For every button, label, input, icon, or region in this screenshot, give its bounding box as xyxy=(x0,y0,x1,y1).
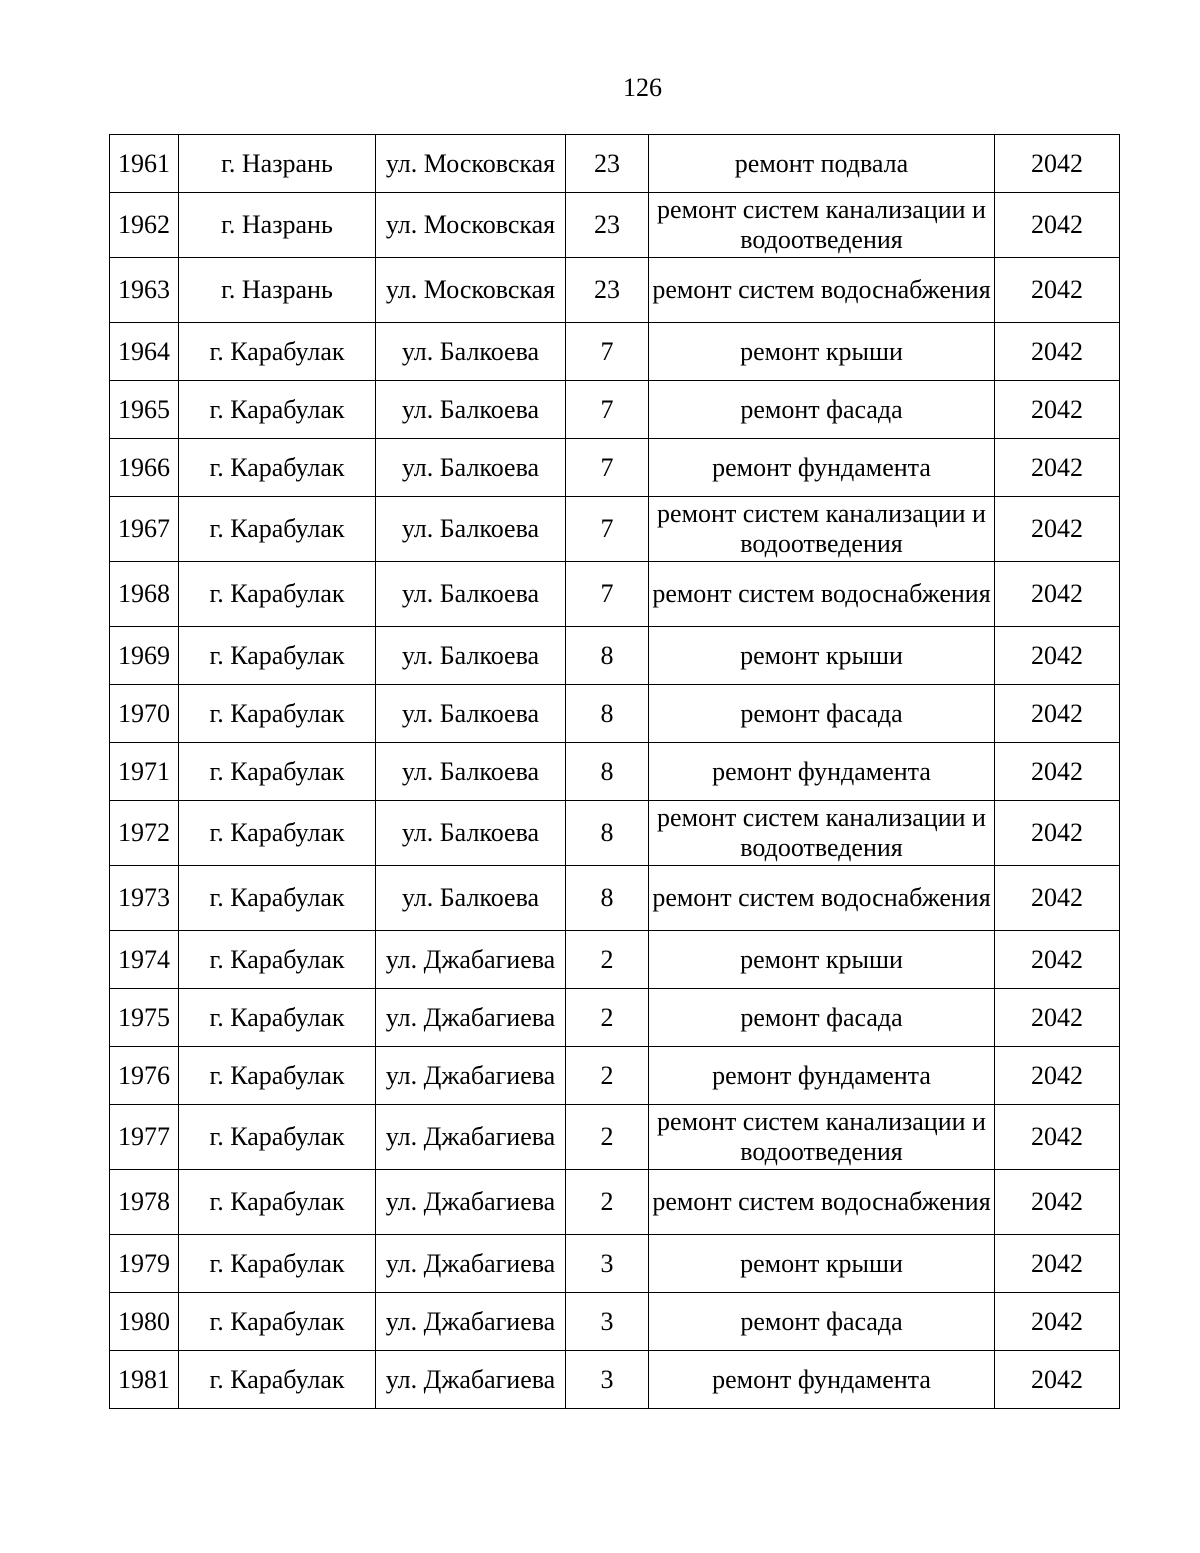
row-number-cell: 1969 xyxy=(110,627,179,685)
work-type-cell: ремонт фундамента xyxy=(649,439,995,497)
city-cell: г. Карабулак xyxy=(179,1293,376,1351)
street-cell: ул. Балкоева xyxy=(376,627,566,685)
row-number-cell: 1971 xyxy=(110,743,179,801)
year-cell: 2042 xyxy=(995,497,1120,562)
row-number-cell: 1975 xyxy=(110,989,179,1047)
table-row xyxy=(110,323,1120,381)
city-cell: г. Назрань xyxy=(179,135,376,193)
row-number-cell: 1973 xyxy=(110,866,179,931)
year-cell: 2042 xyxy=(995,1293,1120,1351)
row-number-cell: 1962 xyxy=(110,193,179,258)
work-type-cell: ремонт фундамента xyxy=(649,1351,995,1409)
table-row xyxy=(110,258,1120,323)
street-cell: ул. Джабагиева xyxy=(376,931,566,989)
work-type-cell: ремонт фасада xyxy=(649,381,995,439)
year-cell: 2042 xyxy=(995,627,1120,685)
year-cell: 2042 xyxy=(995,931,1120,989)
row-number-cell: 1976 xyxy=(110,1047,179,1105)
table-row xyxy=(110,1235,1120,1293)
city-cell: г. Карабулак xyxy=(179,685,376,743)
street-cell: ул. Джабагиева xyxy=(376,1293,566,1351)
year-cell: 2042 xyxy=(995,1105,1120,1170)
work-type-cell: ремонт систем канализации и водоотведения xyxy=(649,801,995,866)
row-number-cell: 1964 xyxy=(110,323,179,381)
street-cell: ул. Балкоева xyxy=(376,743,566,801)
city-cell: г. Карабулак xyxy=(179,1105,376,1170)
table-row xyxy=(110,1105,1120,1170)
work-type-cell: ремонт фасада xyxy=(649,989,995,1047)
house-number-cell: 3 xyxy=(566,1293,649,1351)
street-cell: ул. Джабагиева xyxy=(376,1105,566,1170)
table-row xyxy=(110,1170,1120,1235)
city-cell: г. Карабулак xyxy=(179,743,376,801)
city-cell: г. Карабулак xyxy=(179,439,376,497)
row-number-cell: 1970 xyxy=(110,685,179,743)
row-number-cell: 1981 xyxy=(110,1351,179,1409)
work-type-cell: ремонт фасада xyxy=(649,1293,995,1351)
house-number-cell: 2 xyxy=(566,1105,649,1170)
city-cell: г. Назрань xyxy=(179,258,376,323)
street-cell: ул. Балкоева xyxy=(376,381,566,439)
work-type-cell: ремонт фундамента xyxy=(649,743,995,801)
street-cell: ул. Балкоева xyxy=(376,562,566,627)
year-cell: 2042 xyxy=(995,1047,1120,1105)
work-type-cell: ремонт подвала xyxy=(649,135,995,193)
street-cell: ул. Балкоева xyxy=(376,439,566,497)
page-number: 126 xyxy=(623,73,662,102)
row-number-cell: 1980 xyxy=(110,1293,179,1351)
street-cell: ул. Джабагиева xyxy=(376,1047,566,1105)
house-number-cell: 3 xyxy=(566,1235,649,1293)
table-row xyxy=(110,1351,1120,1409)
year-cell: 2042 xyxy=(995,562,1120,627)
row-number-cell: 1972 xyxy=(110,801,179,866)
row-number-cell: 1967 xyxy=(110,497,179,562)
city-cell: г. Карабулак xyxy=(179,562,376,627)
house-number-cell: 23 xyxy=(566,258,649,323)
year-cell: 2042 xyxy=(995,439,1120,497)
street-cell: ул. Джабагиева xyxy=(376,1235,566,1293)
work-type-cell: ремонт крыши xyxy=(649,627,995,685)
house-number-cell: 8 xyxy=(566,743,649,801)
year-cell: 2042 xyxy=(995,381,1120,439)
house-number-cell: 2 xyxy=(566,989,649,1047)
work-type-cell: ремонт систем водоснабжения xyxy=(649,562,995,627)
table-row xyxy=(110,439,1120,497)
year-cell: 2042 xyxy=(995,323,1120,381)
row-number-cell: 1978 xyxy=(110,1170,179,1235)
row-number-cell: 1968 xyxy=(110,562,179,627)
table-row xyxy=(110,989,1120,1047)
street-cell: ул. Джабагиева xyxy=(376,1351,566,1409)
city-cell: г. Карабулак xyxy=(179,323,376,381)
city-cell: г. Карабулак xyxy=(179,989,376,1047)
table-row xyxy=(110,743,1120,801)
work-type-cell: ремонт крыши xyxy=(649,1235,995,1293)
city-cell: г. Карабулак xyxy=(179,1047,376,1105)
house-number-cell: 2 xyxy=(566,931,649,989)
street-cell: ул. Балкоева xyxy=(376,323,566,381)
year-cell: 2042 xyxy=(995,685,1120,743)
work-type-cell: ремонт крыши xyxy=(649,323,995,381)
house-number-cell: 7 xyxy=(566,497,649,562)
city-cell: г. Карабулак xyxy=(179,1235,376,1293)
year-cell: 2042 xyxy=(995,989,1120,1047)
year-cell: 2042 xyxy=(995,743,1120,801)
city-cell: г. Карабулак xyxy=(179,931,376,989)
table-row xyxy=(110,685,1120,743)
city-cell: г. Карабулак xyxy=(179,497,376,562)
work-type-cell: ремонт систем канализации и водоотведения xyxy=(649,497,995,562)
house-number-cell: 23 xyxy=(566,135,649,193)
work-type-cell: ремонт систем водоснабжения xyxy=(649,258,995,323)
table-row xyxy=(110,193,1120,258)
table-row xyxy=(110,801,1120,866)
row-number-cell: 1966 xyxy=(110,439,179,497)
street-cell: ул. Балкоева xyxy=(376,497,566,562)
work-type-cell: ремонт фундамента xyxy=(649,1047,995,1105)
street-cell: ул. Московская xyxy=(376,193,566,258)
table-row xyxy=(110,135,1120,193)
house-number-cell: 8 xyxy=(566,685,649,743)
house-number-cell: 7 xyxy=(566,562,649,627)
table-row xyxy=(110,381,1120,439)
work-type-cell: ремонт систем водоснабжения xyxy=(649,1170,995,1235)
table-row xyxy=(110,1293,1120,1351)
year-cell: 2042 xyxy=(995,1170,1120,1235)
city-cell: г. Карабулак xyxy=(179,627,376,685)
table-row xyxy=(110,627,1120,685)
row-number-cell: 1965 xyxy=(110,381,179,439)
street-cell: ул. Балкоева xyxy=(376,685,566,743)
house-number-cell: 3 xyxy=(566,1351,649,1409)
street-cell: ул. Московская xyxy=(376,135,566,193)
house-number-cell: 8 xyxy=(566,627,649,685)
table-row xyxy=(110,931,1120,989)
row-number-cell: 1974 xyxy=(110,931,179,989)
city-cell: г. Карабулак xyxy=(179,1351,376,1409)
year-cell: 2042 xyxy=(995,801,1120,866)
table-row xyxy=(110,1047,1120,1105)
table-row xyxy=(110,497,1120,562)
street-cell: ул. Балкоева xyxy=(376,801,566,866)
house-number-cell: 7 xyxy=(566,439,649,497)
year-cell: 2042 xyxy=(995,258,1120,323)
house-number-cell: 8 xyxy=(566,801,649,866)
house-number-cell: 7 xyxy=(566,323,649,381)
year-cell: 2042 xyxy=(995,866,1120,931)
house-number-cell: 7 xyxy=(566,381,649,439)
street-cell: ул. Джабагиева xyxy=(376,989,566,1047)
street-cell: ул. Московская xyxy=(376,258,566,323)
house-number-cell: 2 xyxy=(566,1170,649,1235)
house-number-cell: 2 xyxy=(566,1047,649,1105)
repair-schedule-table xyxy=(109,134,1120,1409)
city-cell: г. Карабулак xyxy=(179,381,376,439)
row-number-cell: 1961 xyxy=(110,135,179,193)
city-cell: г. Карабулак xyxy=(179,1170,376,1235)
row-number-cell: 1979 xyxy=(110,1235,179,1293)
year-cell: 2042 xyxy=(995,135,1120,193)
year-cell: 2042 xyxy=(995,1235,1120,1293)
city-cell: г. Карабулак xyxy=(179,866,376,931)
city-cell: г. Назрань xyxy=(179,193,376,258)
work-type-cell: ремонт фасада xyxy=(649,685,995,743)
house-number-cell: 8 xyxy=(566,866,649,931)
table-row xyxy=(110,866,1120,931)
work-type-cell: ремонт систем водоснабжения xyxy=(649,866,995,931)
work-type-cell: ремонт крыши xyxy=(649,931,995,989)
house-number-cell: 23 xyxy=(566,193,649,258)
row-number-cell: 1977 xyxy=(110,1105,179,1170)
year-cell: 2042 xyxy=(995,193,1120,258)
table-row xyxy=(110,562,1120,627)
work-type-cell: ремонт систем канализации и водоотведения xyxy=(649,193,995,258)
city-cell: г. Карабулак xyxy=(179,801,376,866)
year-cell: 2042 xyxy=(995,1351,1120,1409)
street-cell: ул. Джабагиева xyxy=(376,1170,566,1235)
work-type-cell: ремонт систем канализации и водоотведения xyxy=(649,1105,995,1170)
table-body xyxy=(110,135,1120,1409)
row-number-cell: 1963 xyxy=(110,258,179,323)
street-cell: ул. Балкоева xyxy=(376,866,566,931)
